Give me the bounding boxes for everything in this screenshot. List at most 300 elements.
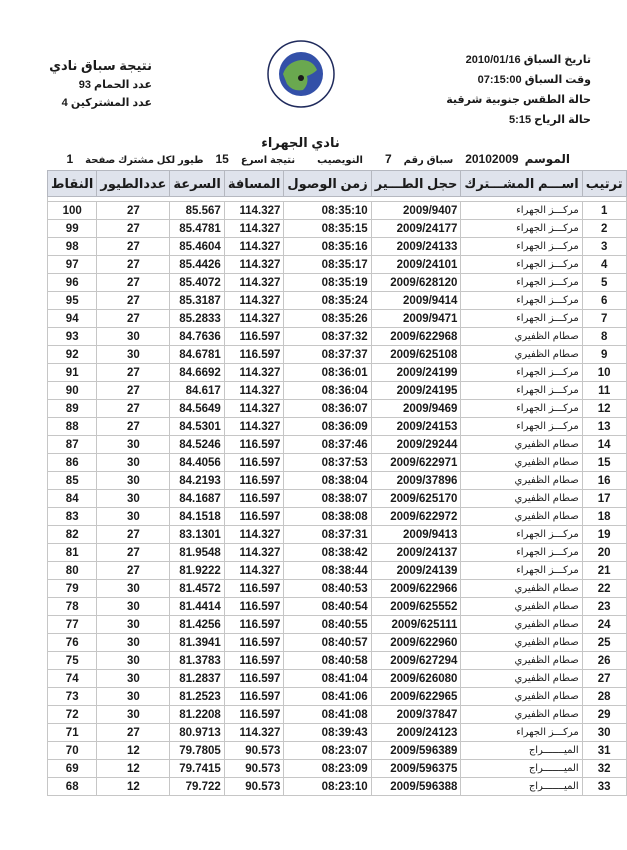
table-row: [48, 508, 627, 526]
cell-distance: 116.597: [224, 616, 284, 634]
cell-ring: 2009/628120: [371, 274, 461, 292]
cell-rank: 15: [582, 454, 626, 472]
cell-distance: 114.327: [224, 202, 284, 220]
cell-ring: 2009/625170: [371, 490, 461, 508]
cell-points: 70: [48, 742, 97, 760]
cell-arrival: 08:35:15: [284, 220, 371, 238]
race-info: [421, 50, 591, 130]
cell-bird-count: 27: [97, 202, 170, 220]
cell-speed: 81.9222: [170, 562, 224, 580]
cell-bird-count: 27: [97, 724, 170, 742]
cell-arrival: 08:38:44: [284, 562, 371, 580]
cell-speed: 81.3941: [170, 634, 224, 652]
cell-distance: 116.597: [224, 706, 284, 724]
cell-ring: 2009/622968: [371, 328, 461, 346]
header-speed: السرعة: [170, 171, 224, 197]
cell-ring: 2009/9471: [371, 310, 461, 328]
cell-rank: 6: [582, 292, 626, 310]
cell-points: 78: [48, 598, 97, 616]
cell-speed: 81.4256: [170, 616, 224, 634]
cell-arrival: 08:37:53: [284, 454, 371, 472]
cell-participant: صطام الظفيري: [461, 436, 582, 454]
cell-points: 94: [48, 310, 97, 328]
cell-points: 88: [48, 418, 97, 436]
header-distance: المسافة: [224, 171, 284, 197]
cell-arrival: 08:36:07: [284, 400, 371, 418]
cell-speed: 84.6781: [170, 346, 224, 364]
cell-participant: صطام الظفيري: [461, 328, 582, 346]
cell-rank: 4: [582, 256, 626, 274]
per-participant-label: طيور لكل مشترك صفحة: [85, 155, 204, 166]
header-bird-count: عددالطيور: [97, 171, 170, 197]
table-row: [48, 706, 627, 724]
cell-bird-count: 27: [97, 256, 170, 274]
cell-rank: 12: [582, 400, 626, 418]
cell-bird-count: 30: [97, 490, 170, 508]
cell-arrival: 08:40:57: [284, 634, 371, 652]
cell-ring: 2009/627294: [371, 652, 461, 670]
table-row: [48, 526, 627, 544]
cell-points: 98: [48, 238, 97, 256]
cell-arrival: 08:35:19: [284, 274, 371, 292]
cell-participant: مركـــز الجهراء: [461, 418, 582, 436]
weather: حالة الطقس جنوبية شرقية: [446, 94, 591, 106]
cell-rank: 22: [582, 580, 626, 598]
cell-bird-count: 27: [97, 562, 170, 580]
cell-speed: 85.4781: [170, 220, 224, 238]
cell-speed: 84.5301: [170, 418, 224, 436]
cell-distance: 116.597: [224, 472, 284, 490]
table-body: [48, 197, 627, 796]
cell-arrival: 08:38:42: [284, 544, 371, 562]
cell-rank: 5: [582, 274, 626, 292]
cell-rank: 17: [582, 490, 626, 508]
cell-rank: 32: [582, 760, 626, 778]
cell-distance: 116.597: [224, 490, 284, 508]
cell-points: 96: [48, 274, 97, 292]
cell-distance: 116.597: [224, 652, 284, 670]
cell-points: 73: [48, 688, 97, 706]
cell-points: 84: [48, 490, 97, 508]
cell-points: 91: [48, 364, 97, 382]
cell-arrival: 08:23:07: [284, 742, 371, 760]
cell-ring: 2009/596389: [371, 742, 461, 760]
cell-arrival: 08:35:17: [284, 256, 371, 274]
cell-distance: 90.573: [224, 778, 284, 796]
cell-rank: 33: [582, 778, 626, 796]
cell-rank: 1: [582, 202, 626, 220]
cell-bird-count: 27: [97, 526, 170, 544]
cell-ring: 2009/24123: [371, 724, 461, 742]
cell-participant: مركـــز الجهراء: [461, 562, 582, 580]
cell-bird-count: 12: [97, 742, 170, 760]
club-name: نادي الجهراء: [261, 135, 340, 150]
cell-rank: 21: [582, 562, 626, 580]
cell-ring: 2009/622966: [371, 580, 461, 598]
cell-points: 95: [48, 292, 97, 310]
cell-arrival: 08:41:08: [284, 706, 371, 724]
cell-ring: 2009/37896: [371, 472, 461, 490]
cell-distance: 116.597: [224, 634, 284, 652]
cell-points: 79: [48, 580, 97, 598]
cell-bird-count: 30: [97, 652, 170, 670]
cell-points: 75: [48, 652, 97, 670]
table-row: [48, 670, 627, 688]
cell-distance: 116.597: [224, 508, 284, 526]
cell-points: 72: [48, 706, 97, 724]
table-row: [48, 652, 627, 670]
cell-speed: 85.3187: [170, 292, 224, 310]
cell-ring: 2009/622971: [371, 454, 461, 472]
cell-speed: 81.3783: [170, 652, 224, 670]
table-row: [48, 562, 627, 580]
cell-distance: 114.327: [224, 544, 284, 562]
cell-arrival: 08:38:07: [284, 490, 371, 508]
cell-points: 86: [48, 454, 97, 472]
cell-arrival: 08:35:10: [284, 202, 371, 220]
cell-arrival: 08:41:04: [284, 670, 371, 688]
table-row: [48, 274, 627, 292]
cell-ring: 2009/24153: [371, 418, 461, 436]
cell-distance: 116.597: [224, 688, 284, 706]
table-row: [48, 346, 627, 364]
cell-speed: 81.2837: [170, 670, 224, 688]
cell-points: 89: [48, 400, 97, 418]
cell-speed: 81.4572: [170, 580, 224, 598]
cell-participant: صطام الظفيري: [461, 706, 582, 724]
cell-speed: 81.2523: [170, 688, 224, 706]
cell-points: 97: [48, 256, 97, 274]
cell-ring: 2009/625111: [371, 616, 461, 634]
cell-points: 81: [48, 544, 97, 562]
cell-distance: 90.573: [224, 760, 284, 778]
cell-distance: 114.327: [224, 364, 284, 382]
cell-distance: 90.573: [224, 742, 284, 760]
table-row: [48, 256, 627, 274]
cell-points: 80: [48, 562, 97, 580]
cell-points: 93: [48, 328, 97, 346]
cell-bird-count: 30: [97, 706, 170, 724]
page-number: 1: [66, 152, 74, 166]
cell-points: 82: [48, 526, 97, 544]
cell-rank: 27: [582, 670, 626, 688]
cell-speed: 84.6692: [170, 364, 224, 382]
cell-rank: 26: [582, 652, 626, 670]
cell-speed: 80.9713: [170, 724, 224, 742]
cell-ring: 2009/24177: [371, 220, 461, 238]
cell-participant: مركـــز الجهراء: [461, 274, 582, 292]
cell-arrival: 08:36:09: [284, 418, 371, 436]
table-row: [48, 364, 627, 382]
cell-bird-count: 30: [97, 328, 170, 346]
cell-points: 99: [48, 220, 97, 238]
wind: حالة الرياح 5:15: [509, 114, 591, 126]
cell-bird-count: 30: [97, 616, 170, 634]
cell-ring: 2009/29244: [371, 436, 461, 454]
participant-count: عدد المشتركين 4: [61, 97, 152, 109]
table-row: [48, 580, 627, 598]
cell-rank: 3: [582, 238, 626, 256]
cell-speed: 79.722: [170, 778, 224, 796]
cell-ring: 2009/24139: [371, 562, 461, 580]
table-row: [48, 436, 627, 454]
cell-distance: 114.327: [224, 526, 284, 544]
cell-bird-count: 27: [97, 418, 170, 436]
cell-distance: 116.597: [224, 580, 284, 598]
cell-arrival: 08:23:09: [284, 760, 371, 778]
header-rank: ترتيب: [582, 171, 626, 197]
result-summary: [0, 56, 152, 112]
race-location: النويصيب: [317, 155, 363, 166]
cell-participant: مركـــز الجهراء: [461, 544, 582, 562]
cell-participant: مركـــز الجهراء: [461, 382, 582, 400]
cell-arrival: 08:40:58: [284, 652, 371, 670]
cell-points: 76: [48, 634, 97, 652]
cell-bird-count: 12: [97, 778, 170, 796]
cell-speed: 79.7415: [170, 760, 224, 778]
cell-ring: 2009/626080: [371, 670, 461, 688]
cell-arrival: 08:38:04: [284, 472, 371, 490]
table-row: [48, 598, 627, 616]
cell-ring: 2009/37847: [371, 706, 461, 724]
cell-rank: 19: [582, 526, 626, 544]
cell-arrival: 08:37:32: [284, 328, 371, 346]
cell-ring: 2009/24101: [371, 256, 461, 274]
cell-ring: 2009/24199: [371, 364, 461, 382]
table-row: [48, 634, 627, 652]
table-row: [48, 292, 627, 310]
table-row: [48, 742, 627, 760]
cell-ring: 2009/24195: [371, 382, 461, 400]
cell-speed: 84.4056: [170, 454, 224, 472]
cell-arrival: 08:36:04: [284, 382, 371, 400]
cell-arrival: 08:39:43: [284, 724, 371, 742]
cell-participant: صطام الظفيري: [461, 490, 582, 508]
cell-distance: 116.597: [224, 598, 284, 616]
cell-participant: الميـــــــراج: [461, 778, 582, 796]
cell-speed: 84.5649: [170, 400, 224, 418]
cell-bird-count: 27: [97, 400, 170, 418]
cell-rank: 14: [582, 436, 626, 454]
result-title: نتيجة سباق نادي: [49, 58, 152, 73]
cell-ring: 2009/9407: [371, 202, 461, 220]
table-row: [48, 778, 627, 796]
cell-arrival: 08:36:01: [284, 364, 371, 382]
cell-bird-count: 12: [97, 760, 170, 778]
cell-rank: 10: [582, 364, 626, 382]
cell-participant: صطام الظفيري: [461, 670, 582, 688]
cell-distance: 114.327: [224, 724, 284, 742]
cell-ring: 2009/9413: [371, 526, 461, 544]
header-arrival: زمن الوصول: [284, 171, 371, 197]
table-row: [48, 328, 627, 346]
cell-distance: 114.327: [224, 310, 284, 328]
cell-distance: 114.327: [224, 292, 284, 310]
cell-ring: 2009/596388: [371, 778, 461, 796]
cell-speed: 81.4414: [170, 598, 224, 616]
cell-rank: 23: [582, 598, 626, 616]
cell-speed: 84.1687: [170, 490, 224, 508]
cell-points: 87: [48, 436, 97, 454]
table-row: [48, 724, 627, 742]
table-row: [48, 400, 627, 418]
pigeon-count: عدد الحمام 93: [78, 79, 152, 91]
cell-distance: 116.597: [224, 346, 284, 364]
cell-rank: 25: [582, 634, 626, 652]
cell-rank: 8: [582, 328, 626, 346]
cell-arrival: 08:40:54: [284, 598, 371, 616]
cell-points: 90: [48, 382, 97, 400]
cell-participant: صطام الظفيري: [461, 688, 582, 706]
fastest-value: 15: [215, 152, 229, 166]
cell-participant: الميـــــــراج: [461, 760, 582, 778]
cell-speed: 85.2833: [170, 310, 224, 328]
cell-participant: صطام الظفيري: [461, 580, 582, 598]
cell-ring: 2009/596375: [371, 760, 461, 778]
cell-participant: صطام الظفيري: [461, 616, 582, 634]
cell-speed: 81.9548: [170, 544, 224, 562]
cell-distance: 116.597: [224, 328, 284, 346]
cell-bird-count: 30: [97, 346, 170, 364]
cell-distance: 116.597: [224, 670, 284, 688]
cell-distance: 114.327: [224, 400, 284, 418]
cell-speed: 85.4426: [170, 256, 224, 274]
cell-participant: مركـــز الجهراء: [461, 256, 582, 274]
table-row: [48, 472, 627, 490]
cell-participant: صطام الظفيري: [461, 508, 582, 526]
federation-logo-icon: [267, 40, 335, 108]
cell-rank: 16: [582, 472, 626, 490]
cell-speed: 85.567: [170, 202, 224, 220]
cell-speed: 84.5246: [170, 436, 224, 454]
cell-participant: الميـــــــراج: [461, 742, 582, 760]
cell-arrival: 08:37:37: [284, 346, 371, 364]
cell-arrival: 08:41:06: [284, 688, 371, 706]
cell-speed: 84.7636: [170, 328, 224, 346]
race-time: وقت السباق 07:15:00: [477, 74, 591, 86]
cell-distance: 114.327: [224, 220, 284, 238]
table-row: [48, 544, 627, 562]
cell-points: 100: [48, 202, 97, 220]
cell-participant: مركـــز الجهراء: [461, 724, 582, 742]
cell-ring: 2009/625108: [371, 346, 461, 364]
cell-speed: 85.4604: [170, 238, 224, 256]
cell-distance: 114.327: [224, 238, 284, 256]
cell-points: 74: [48, 670, 97, 688]
cell-points: 83: [48, 508, 97, 526]
table-row: [48, 382, 627, 400]
cell-speed: 79.7805: [170, 742, 224, 760]
cell-arrival: 08:35:16: [284, 238, 371, 256]
cell-points: 69: [48, 760, 97, 778]
cell-bird-count: 30: [97, 454, 170, 472]
cell-bird-count: 30: [97, 580, 170, 598]
table-row: [48, 220, 627, 238]
table-row: [48, 310, 627, 328]
cell-distance: 116.597: [224, 454, 284, 472]
cell-speed: 85.4072: [170, 274, 224, 292]
cell-speed: 81.2208: [170, 706, 224, 724]
table-row: [48, 688, 627, 706]
cell-participant: صطام الظفيري: [461, 652, 582, 670]
cell-participant: مركـــز الجهراء: [461, 238, 582, 256]
race-date: تاريخ السباق 2010/01/16: [465, 54, 591, 66]
cell-arrival: 08:35:24: [284, 292, 371, 310]
cell-distance: 114.327: [224, 382, 284, 400]
cell-points: 71: [48, 724, 97, 742]
cell-ring: 2009/9414: [371, 292, 461, 310]
cell-bird-count: 30: [97, 472, 170, 490]
cell-distance: 116.597: [224, 436, 284, 454]
race-no-value: 7: [384, 152, 392, 166]
results-table: [47, 170, 627, 796]
cell-arrival: 08:37:31: [284, 526, 371, 544]
season-value: 20102009: [465, 152, 519, 166]
cell-points: 77: [48, 616, 97, 634]
table-row: [48, 202, 627, 220]
cell-ring: 2009/9469: [371, 400, 461, 418]
cell-rank: 18: [582, 508, 626, 526]
table-row: [48, 490, 627, 508]
cell-rank: 28: [582, 688, 626, 706]
cell-bird-count: 30: [97, 598, 170, 616]
cell-participant: مركـــز الجهراء: [461, 292, 582, 310]
cell-speed: 84.2193: [170, 472, 224, 490]
cell-bird-count: 30: [97, 508, 170, 526]
cell-rank: 7: [582, 310, 626, 328]
cell-bird-count: 30: [97, 634, 170, 652]
cell-arrival: 08:23:10: [284, 778, 371, 796]
cell-participant: مركـــز الجهراء: [461, 526, 582, 544]
table-header-row: [48, 171, 627, 197]
fastest-label: نتيجة اسرع: [240, 155, 296, 166]
cell-participant: مركـــز الجهراء: [461, 364, 582, 382]
cell-ring: 2009/24137: [371, 544, 461, 562]
season-label: الموسم: [524, 152, 570, 166]
header-points: النقاط: [48, 171, 97, 197]
cell-participant: مركـــز الجهراء: [461, 202, 582, 220]
cell-ring: 2009/625552: [371, 598, 461, 616]
table-row: [48, 454, 627, 472]
cell-participant: صطام الظفيري: [461, 634, 582, 652]
cell-rank: 31: [582, 742, 626, 760]
cell-participant: صطام الظفيري: [461, 472, 582, 490]
cell-bird-count: 27: [97, 382, 170, 400]
table-row: [48, 760, 627, 778]
race-meta: [40, 152, 570, 170]
cell-bird-count: 27: [97, 292, 170, 310]
cell-participant: مركـــز الجهراء: [461, 310, 582, 328]
cell-rank: 13: [582, 418, 626, 436]
table-row: [48, 616, 627, 634]
race-no-label: سباق رقم: [403, 155, 454, 166]
cell-ring: 2009/622965: [371, 688, 461, 706]
cell-arrival: 08:40:53: [284, 580, 371, 598]
cell-distance: 114.327: [224, 562, 284, 580]
cell-bird-count: 27: [97, 274, 170, 292]
cell-distance: 114.327: [224, 418, 284, 436]
cell-rank: 20: [582, 544, 626, 562]
cell-distance: 114.327: [224, 256, 284, 274]
cell-ring: 2009/24133: [371, 238, 461, 256]
cell-bird-count: 27: [97, 220, 170, 238]
cell-rank: 9: [582, 346, 626, 364]
cell-speed: 84.1518: [170, 508, 224, 526]
cell-distance: 114.327: [224, 274, 284, 292]
cell-rank: 30: [582, 724, 626, 742]
cell-rank: 2: [582, 220, 626, 238]
cell-rank: 29: [582, 706, 626, 724]
